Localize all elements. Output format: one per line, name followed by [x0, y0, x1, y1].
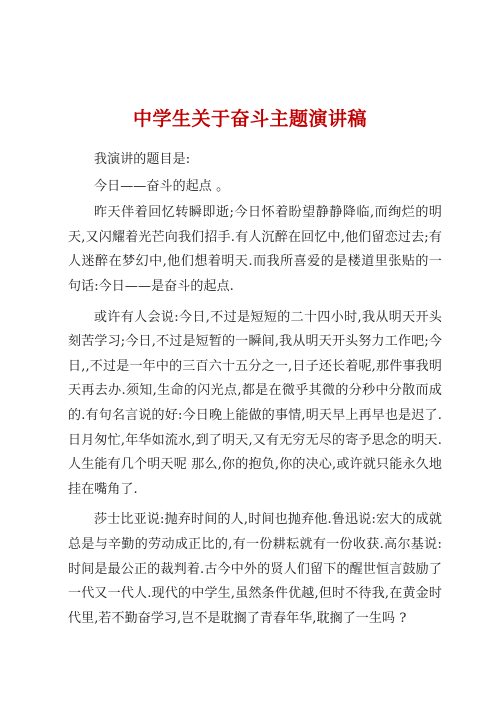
paragraph-topic: 今日——奋斗的起点 。: [94, 178, 230, 194]
paragraph-intro: 我演讲的题目是:: [94, 152, 191, 167]
paragraph-today: 或许有人会说:今日,不过是短短的二十四小时,我从明天开头刻苦学习;今日,不过是短暂的一瞬间,我从明天开头努力工作吧;今日,,不过是一年中的三百六十五分之一,日子还长着呢,那件事我明天再去办.须知,生命的闪光点,都是在微乎其微的分秒中分散而成的.有句名言说的好:今日晚上能做的事情,明天早上再早也是迟了.日月匆忙,年华如流水,到了明天,又有无穷无尽的寄予思念的明天.人生能有几个明天呢 那么,你的抱负,你的决心,或许就只能永久地挂在嘴角了.: [68, 309, 442, 497]
paragraph-yesterday: 昨天伴着回忆转瞬即逝;今日怀着盼望静静降临,而绚烂的明天,又闪耀着光芒向我们招手.有人沉醉在回忆中,他们留恋过去;有人迷醉在梦幻中,他们想着明天.而我所喜爱的是楼道里张贴的一句话:今日——是奋斗的起点.: [68, 205, 442, 294]
paragraph-quotes: 莎士比亚说:抛弃时间的人,时间也抛弃他.鲁迅说:宏大的成就总是与辛勤的劳动成正比的,有一份耕耘就有一份收获.高尔基说:时间是最公正的裁判着.古今中外的贤人们留下的醒世恒言鼓励了一代又一代人.现代的中学生,虽然条件优越,但时不待我,在黄金时代里,若不勤奋学习,岂不是耽搁了青春年华,耽搁了一生吗 ?: [68, 512, 442, 626]
document-title: 中学生关于奋斗主题演讲稿: [132, 108, 367, 130]
document-body: [68, 148, 442, 637]
